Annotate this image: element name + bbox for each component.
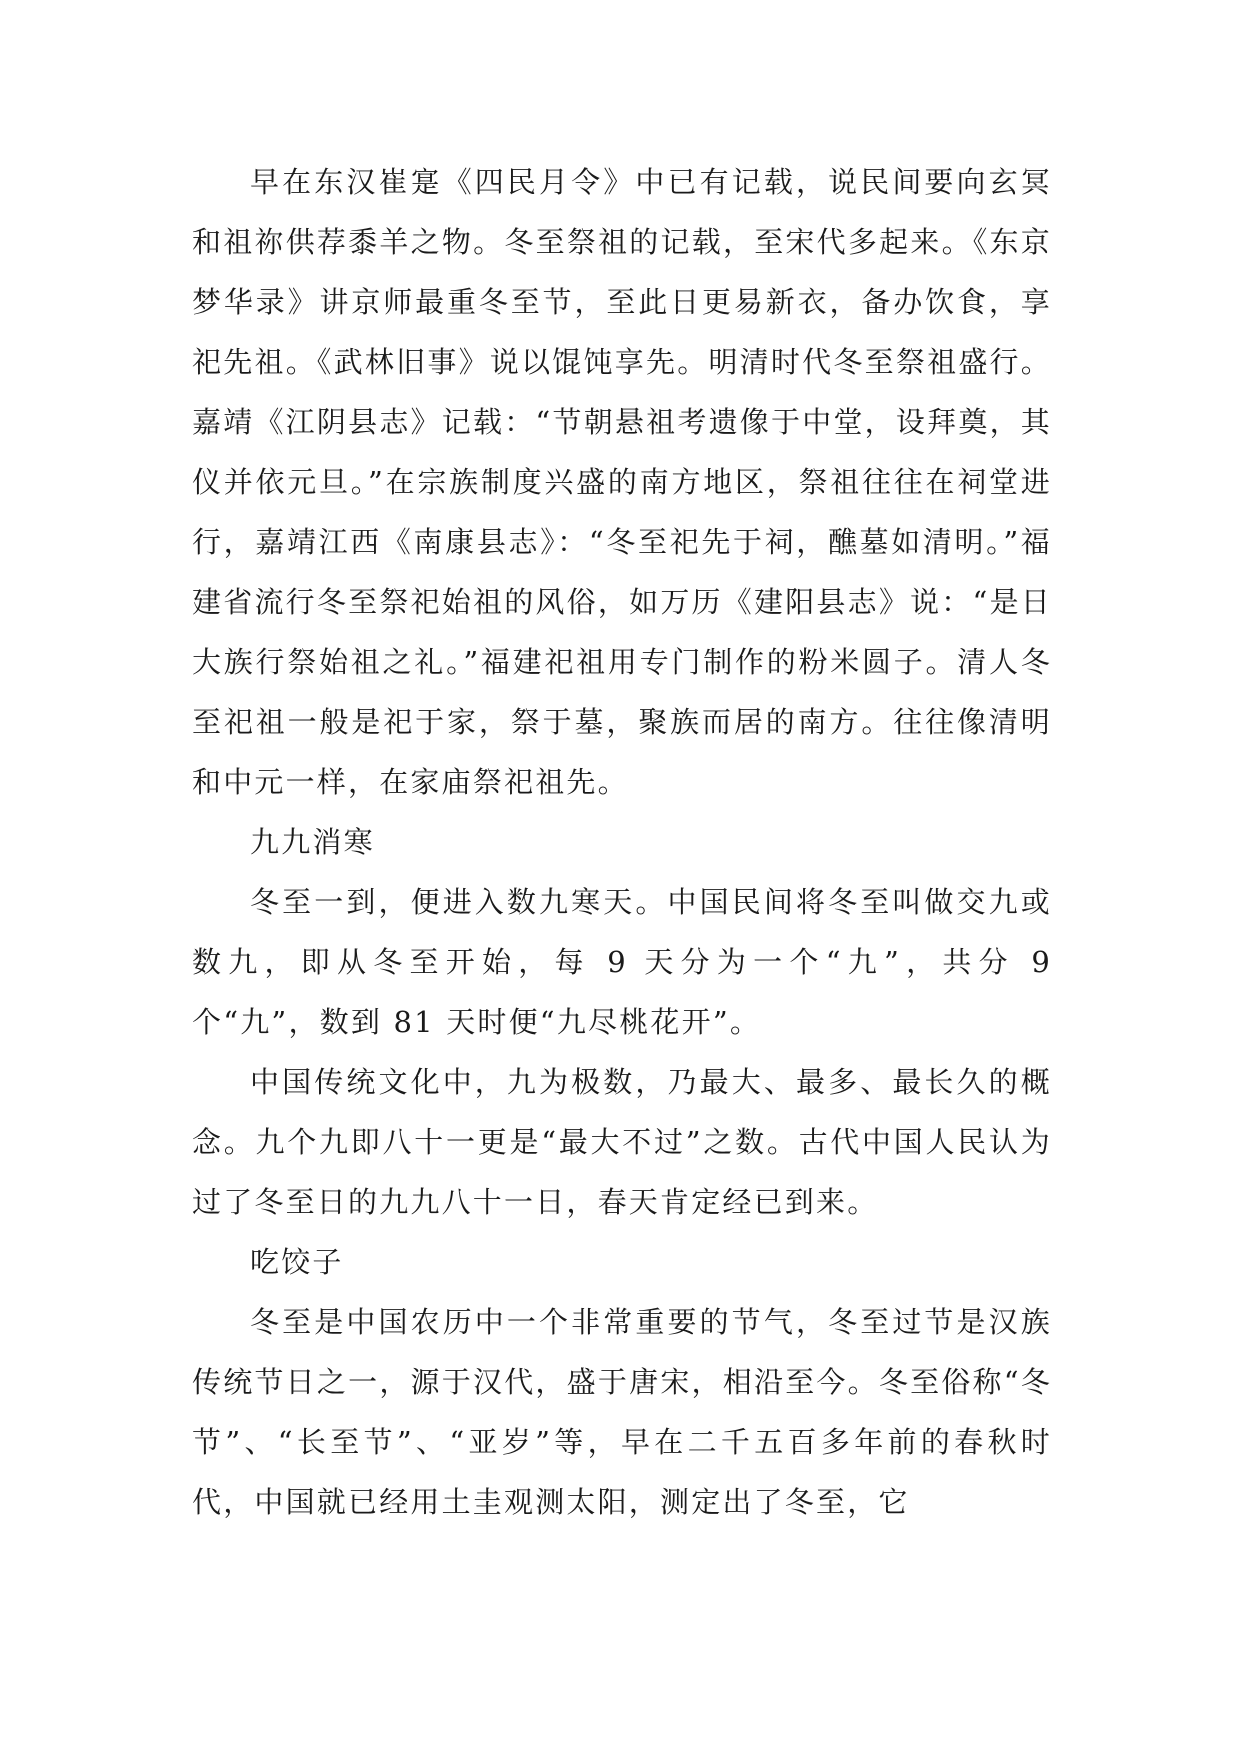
- section-heading-jiujiu-xiaohan: 九九消寒: [250, 825, 375, 859]
- paragraph-ancestor-worship: 早在东汉崔寔《四民月令》中已有记载，说民间要向玄冥和祖祢供荐黍羊之物。冬至祭祖的记载，至宋代多起来。《东京梦华录》讲京师最重冬至节，至此日更易新衣，备办饮食，享祀先祖。《武林旧事》说以馄饨享先。明清时代冬至祭祖盛行。嘉靖《江阴县志》记载：“节朝悬祖考遗像于中堂，设拜奠，其仪并依元旦。”在宗族制度兴盛的南方地区，祭祖往往在祠堂进行，嘉靖江西《南康县志》：“冬至祀先于祠，醮墓如清明。”福建省流行冬至祭祀始祖的风俗，如万历《建阳县志》说：“是日大族行祭始祖之礼。”福建祀祖用专门制作的粉米圆子。清人冬至祀祖一般是祀于家，祭于墓，聚族而居的南方。往往像清明和中元一样，在家庙祭祀祖先。: [192, 165, 1052, 799]
- document-page: [192, 152, 1052, 1532]
- paragraph-shujiu: 冬至一到，便进入数九寒天。中国民间将冬至叫做交九或数九，即从冬至开始，每 9 天分为一个“九”，共分 9 个“九”，数到 81 天时便“九尽桃花开”。: [192, 885, 1052, 1039]
- section-heading-dumplings: 吃饺子: [250, 1245, 344, 1279]
- paragraph-nine-extreme: 中国传统文化中，九为极数，乃最大、最多、最长久的概念。九个九即八十一更是“最大不过”之数。古代中国人民认为过了冬至日的九九八十一日，春天肯定经已到来。: [192, 1065, 1052, 1219]
- paragraph-winter-solstice: 冬至是中国农历中一个非常重要的节气，冬至过节是汉族传统节日之一，源于汉代，盛于唐宋，相沿至今。冬至俗称“冬节”、“长至节”、“亚岁”等，早在二千五百多年前的春秋时代，中国就已经用土圭观测太阳，测定出了冬至，它: [192, 1305, 1052, 1519]
